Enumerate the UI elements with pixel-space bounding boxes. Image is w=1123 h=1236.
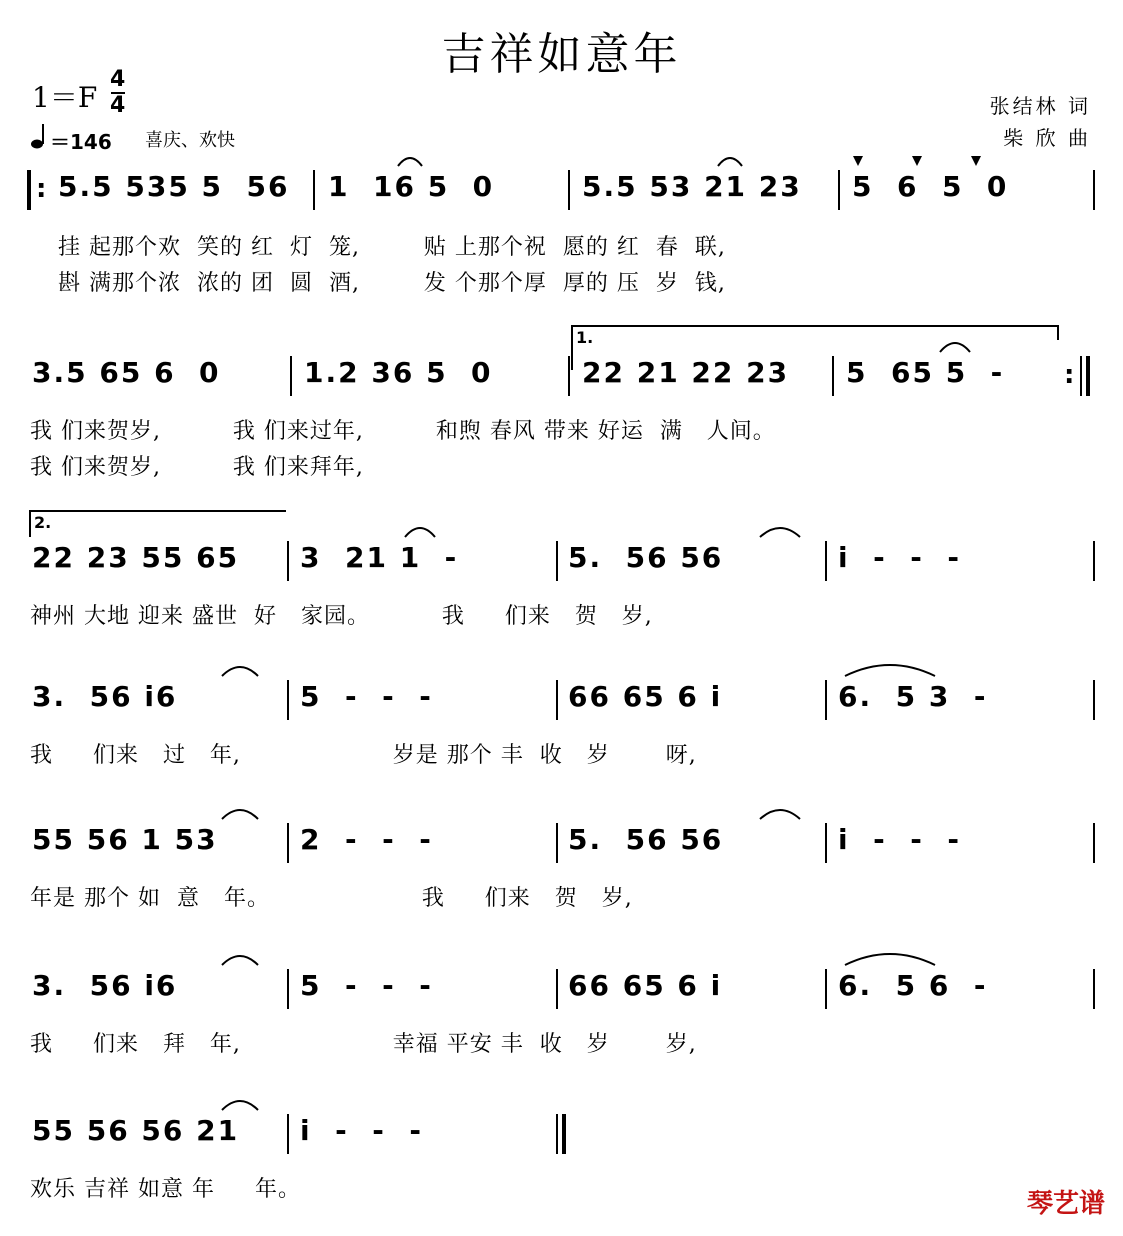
measure: 3.5 65 6 0 bbox=[32, 356, 221, 389]
measure: 55 56 56 21 bbox=[32, 1114, 240, 1147]
measure: 3. 56 i6 bbox=[32, 680, 178, 713]
measure: i - - - bbox=[838, 823, 961, 856]
lyricist-credit: 张结林 词 bbox=[989, 94, 1091, 118]
measure: 22 21 22 23 bbox=[582, 356, 790, 389]
song-title: 吉祥如意年 bbox=[441, 29, 682, 80]
measure: 66 65 6 i bbox=[568, 969, 723, 1002]
measure: 1 16 5 0 bbox=[328, 170, 495, 203]
lyrics: 神州 大地 迎来 盛世 好 家园。 我 们来 贺 岁, bbox=[30, 604, 653, 629]
lyrics: 我 们来 拜 年, 幸福 平安 丰 收 岁 岁, bbox=[30, 1032, 697, 1057]
volta-label: 1. bbox=[576, 328, 594, 347]
composer-credit: 柴 欣 曲 bbox=[1003, 126, 1091, 150]
measure: 3 21 1 - bbox=[300, 541, 459, 574]
accent-marks bbox=[0, 170, 1123, 230]
measure: 6. 5 6 - bbox=[838, 969, 988, 1002]
measure: 5.5 535 5 56 bbox=[58, 170, 290, 203]
lyrics-verse-2: 我 们来贺岁, 我 们来拜年, bbox=[30, 455, 364, 480]
measure: 6. 5 3 - bbox=[838, 680, 988, 713]
lyrics: 我 们来 过 年, 岁是 那个 丰 收 岁 呀, bbox=[30, 743, 697, 768]
time-signature bbox=[110, 68, 125, 118]
measure: 5 - - - bbox=[300, 969, 433, 1002]
volta-label: 2. bbox=[34, 513, 52, 532]
measure: i - - - bbox=[300, 1114, 423, 1147]
lyrics-verse-1: 我 们来贺岁, 我 们来过年, 和煦 春风 带来 好运 满 人间。 bbox=[30, 419, 776, 444]
quarter-note-icon bbox=[30, 124, 48, 154]
measure: 55 56 1 53 bbox=[32, 823, 218, 856]
key-signature: 1＝F bbox=[32, 81, 98, 114]
time-top: 4 bbox=[110, 67, 126, 92]
final-barline bbox=[562, 1114, 566, 1154]
measure: 22 23 55 65 bbox=[32, 541, 240, 574]
lyrics: 欢乐 吉祥 如意 年 年。 bbox=[30, 1177, 301, 1202]
measure: i - - - bbox=[838, 541, 961, 574]
measure: 3. 56 i6 bbox=[32, 969, 178, 1002]
measure: 1.2 36 5 0 bbox=[304, 356, 493, 389]
repeat-end-icon: : bbox=[1064, 360, 1075, 390]
tempo-mark: ＝146 bbox=[50, 130, 112, 154]
measure: 5 6 5 0 bbox=[852, 170, 1009, 203]
measure: 5 - - - bbox=[300, 680, 433, 713]
measure: 66 65 6 i bbox=[568, 680, 723, 713]
measure: 2 - - - bbox=[300, 823, 433, 856]
lyrics: 年是 那个 如 意 年。 我 们来 贺 岁, bbox=[30, 886, 633, 911]
measure: 5.5 53 21 23 bbox=[582, 170, 802, 203]
measure: 5. 56 56 bbox=[568, 823, 724, 856]
lyrics-verse-2: 斟 满那个浓 浓的 团 圆 酒, 发 个那个厚 厚的 压 岁 钱, bbox=[58, 271, 726, 296]
time-bottom: 4 bbox=[110, 93, 126, 118]
lyrics-verse-1: 挂 起那个欢 笑的 红 灯 笼, 贴 上那个祝 愿的 红 春 联, bbox=[58, 235, 726, 260]
expression-mark: 喜庆、欢快 bbox=[145, 130, 235, 151]
measure: 5 65 5 - bbox=[846, 356, 1005, 389]
measure: 5. 56 56 bbox=[568, 541, 724, 574]
watermark-logo: 琴艺谱 bbox=[1026, 1189, 1105, 1219]
repeat-start-icon: : bbox=[36, 174, 47, 204]
